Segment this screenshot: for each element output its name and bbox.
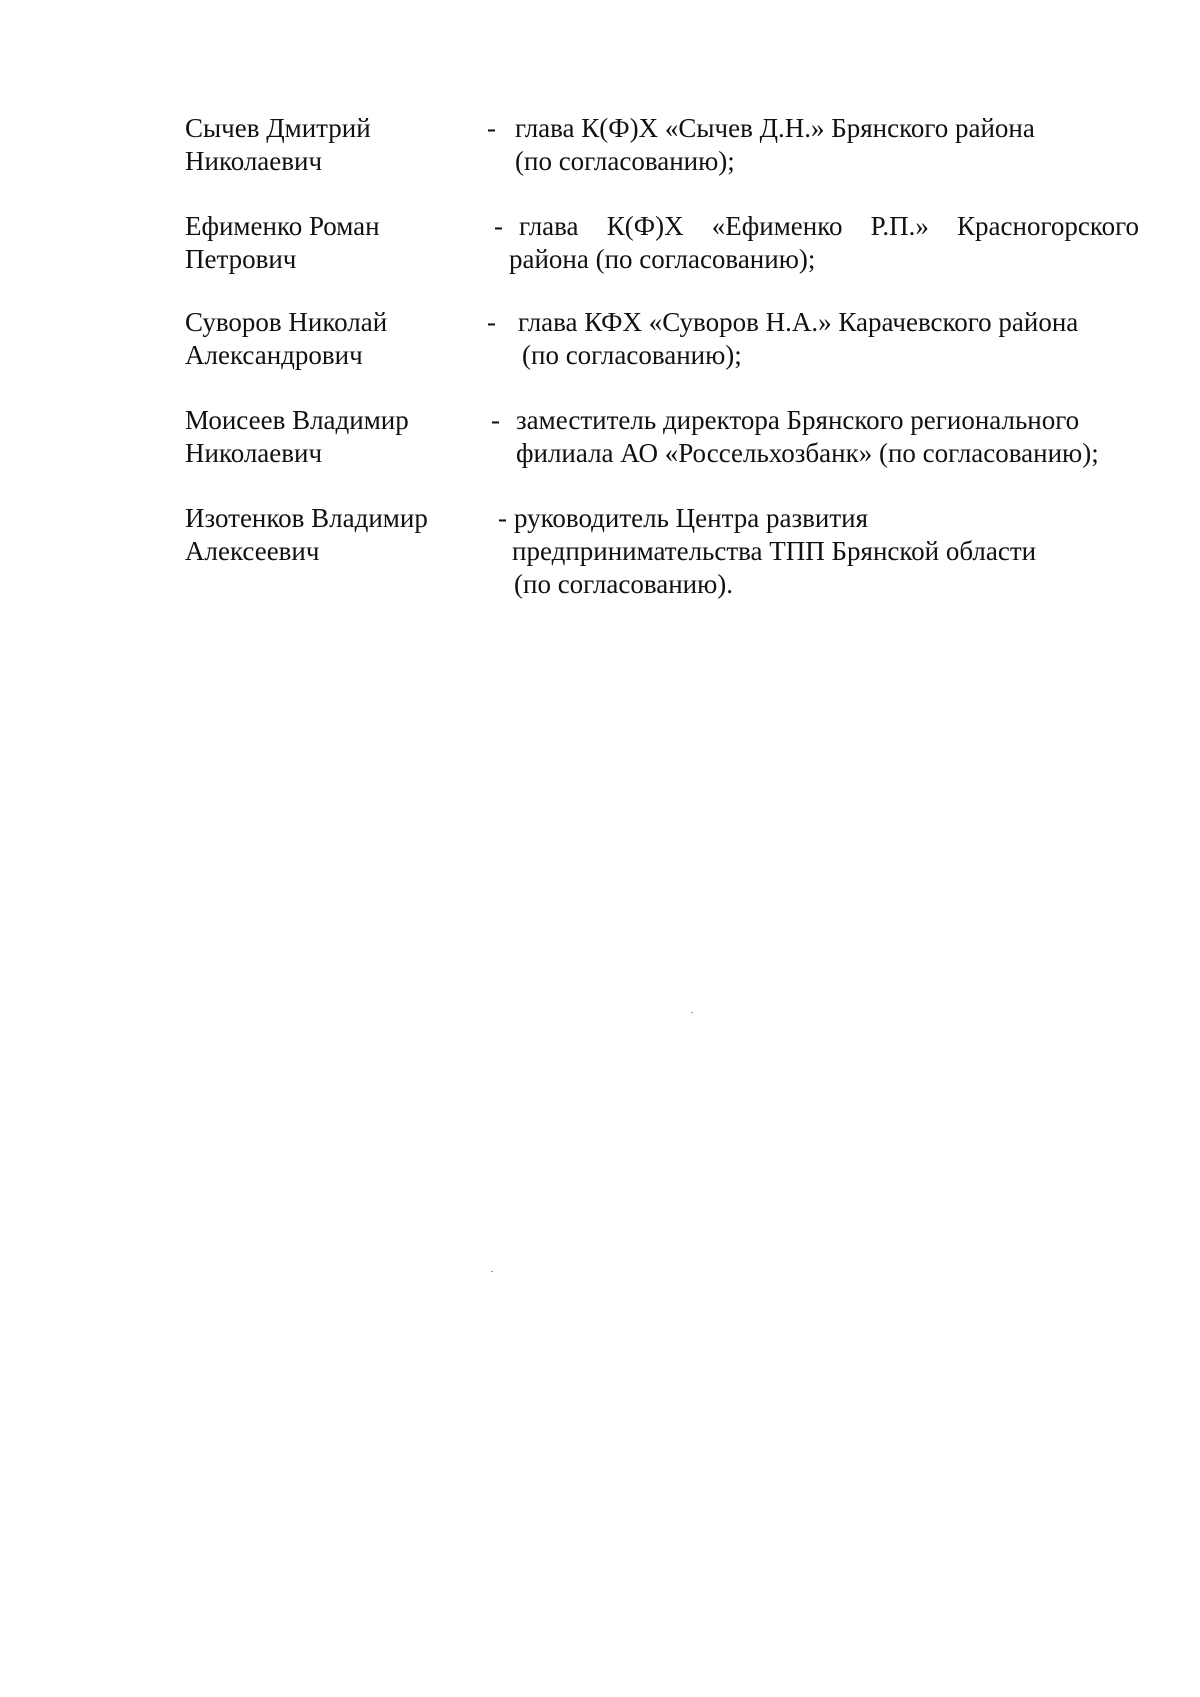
member-role-line: руководитель Центра развития bbox=[514, 503, 868, 533]
member-role bbox=[514, 502, 1194, 601]
member-role-line: (по согласованию); bbox=[515, 146, 735, 176]
scan-speck bbox=[491, 1271, 493, 1272]
dash-separator: - bbox=[487, 113, 496, 143]
member-name-line: Николаевич bbox=[185, 438, 323, 468]
member-role-line: района (по согласованию); bbox=[509, 244, 816, 274]
member-name bbox=[185, 210, 485, 276]
dash-separator: - bbox=[498, 503, 507, 533]
member-role bbox=[509, 210, 1139, 276]
member-role bbox=[516, 404, 1196, 470]
member-role-line: филиала АО «Россельхозбанк» (по согласованию); bbox=[516, 438, 1099, 468]
member-name-line: Сычев Дмитрий bbox=[185, 113, 371, 143]
member-name bbox=[185, 502, 485, 568]
member-name bbox=[185, 404, 485, 470]
member-role-line: предпринимательства ТПП Брянской области bbox=[512, 536, 1037, 566]
member-role-line: (по согласованию); bbox=[522, 340, 742, 370]
member-name-line: Александрович bbox=[185, 340, 363, 370]
member-role-line: (по согласованию). bbox=[514, 569, 734, 599]
member-name-line: Петрович bbox=[185, 244, 297, 274]
dash-separator: - bbox=[491, 405, 500, 435]
member-name-line: Алексеевич bbox=[185, 536, 320, 566]
member-name bbox=[185, 112, 485, 178]
member-role bbox=[515, 112, 1195, 178]
member-role-line: глава К(Ф)Х «Сычев Д.Н.» Брянского района bbox=[515, 113, 1035, 143]
member-role-line: глава К(Ф)Х «Ефименко Р.П.» Красногорского bbox=[519, 211, 1139, 241]
member-name-line: Николаевич bbox=[185, 146, 323, 176]
member-role bbox=[518, 306, 1198, 372]
member-name-line: Ефименко Роман bbox=[185, 211, 380, 241]
dash-separator: - bbox=[487, 307, 496, 337]
member-name-line: Суворов Николай bbox=[185, 307, 388, 337]
scan-speck bbox=[691, 1012, 693, 1013]
dash-separator: - bbox=[494, 211, 503, 241]
member-name-line: Изотенков Владимир bbox=[185, 503, 428, 533]
member-role-line: глава КФХ «Суворов Н.А.» Карачевского района bbox=[518, 307, 1079, 337]
member-name bbox=[185, 306, 485, 372]
member-role-line: заместитель директора Брянского регионального bbox=[516, 405, 1080, 435]
member-name-line: Моисеев Владимир bbox=[185, 405, 409, 435]
